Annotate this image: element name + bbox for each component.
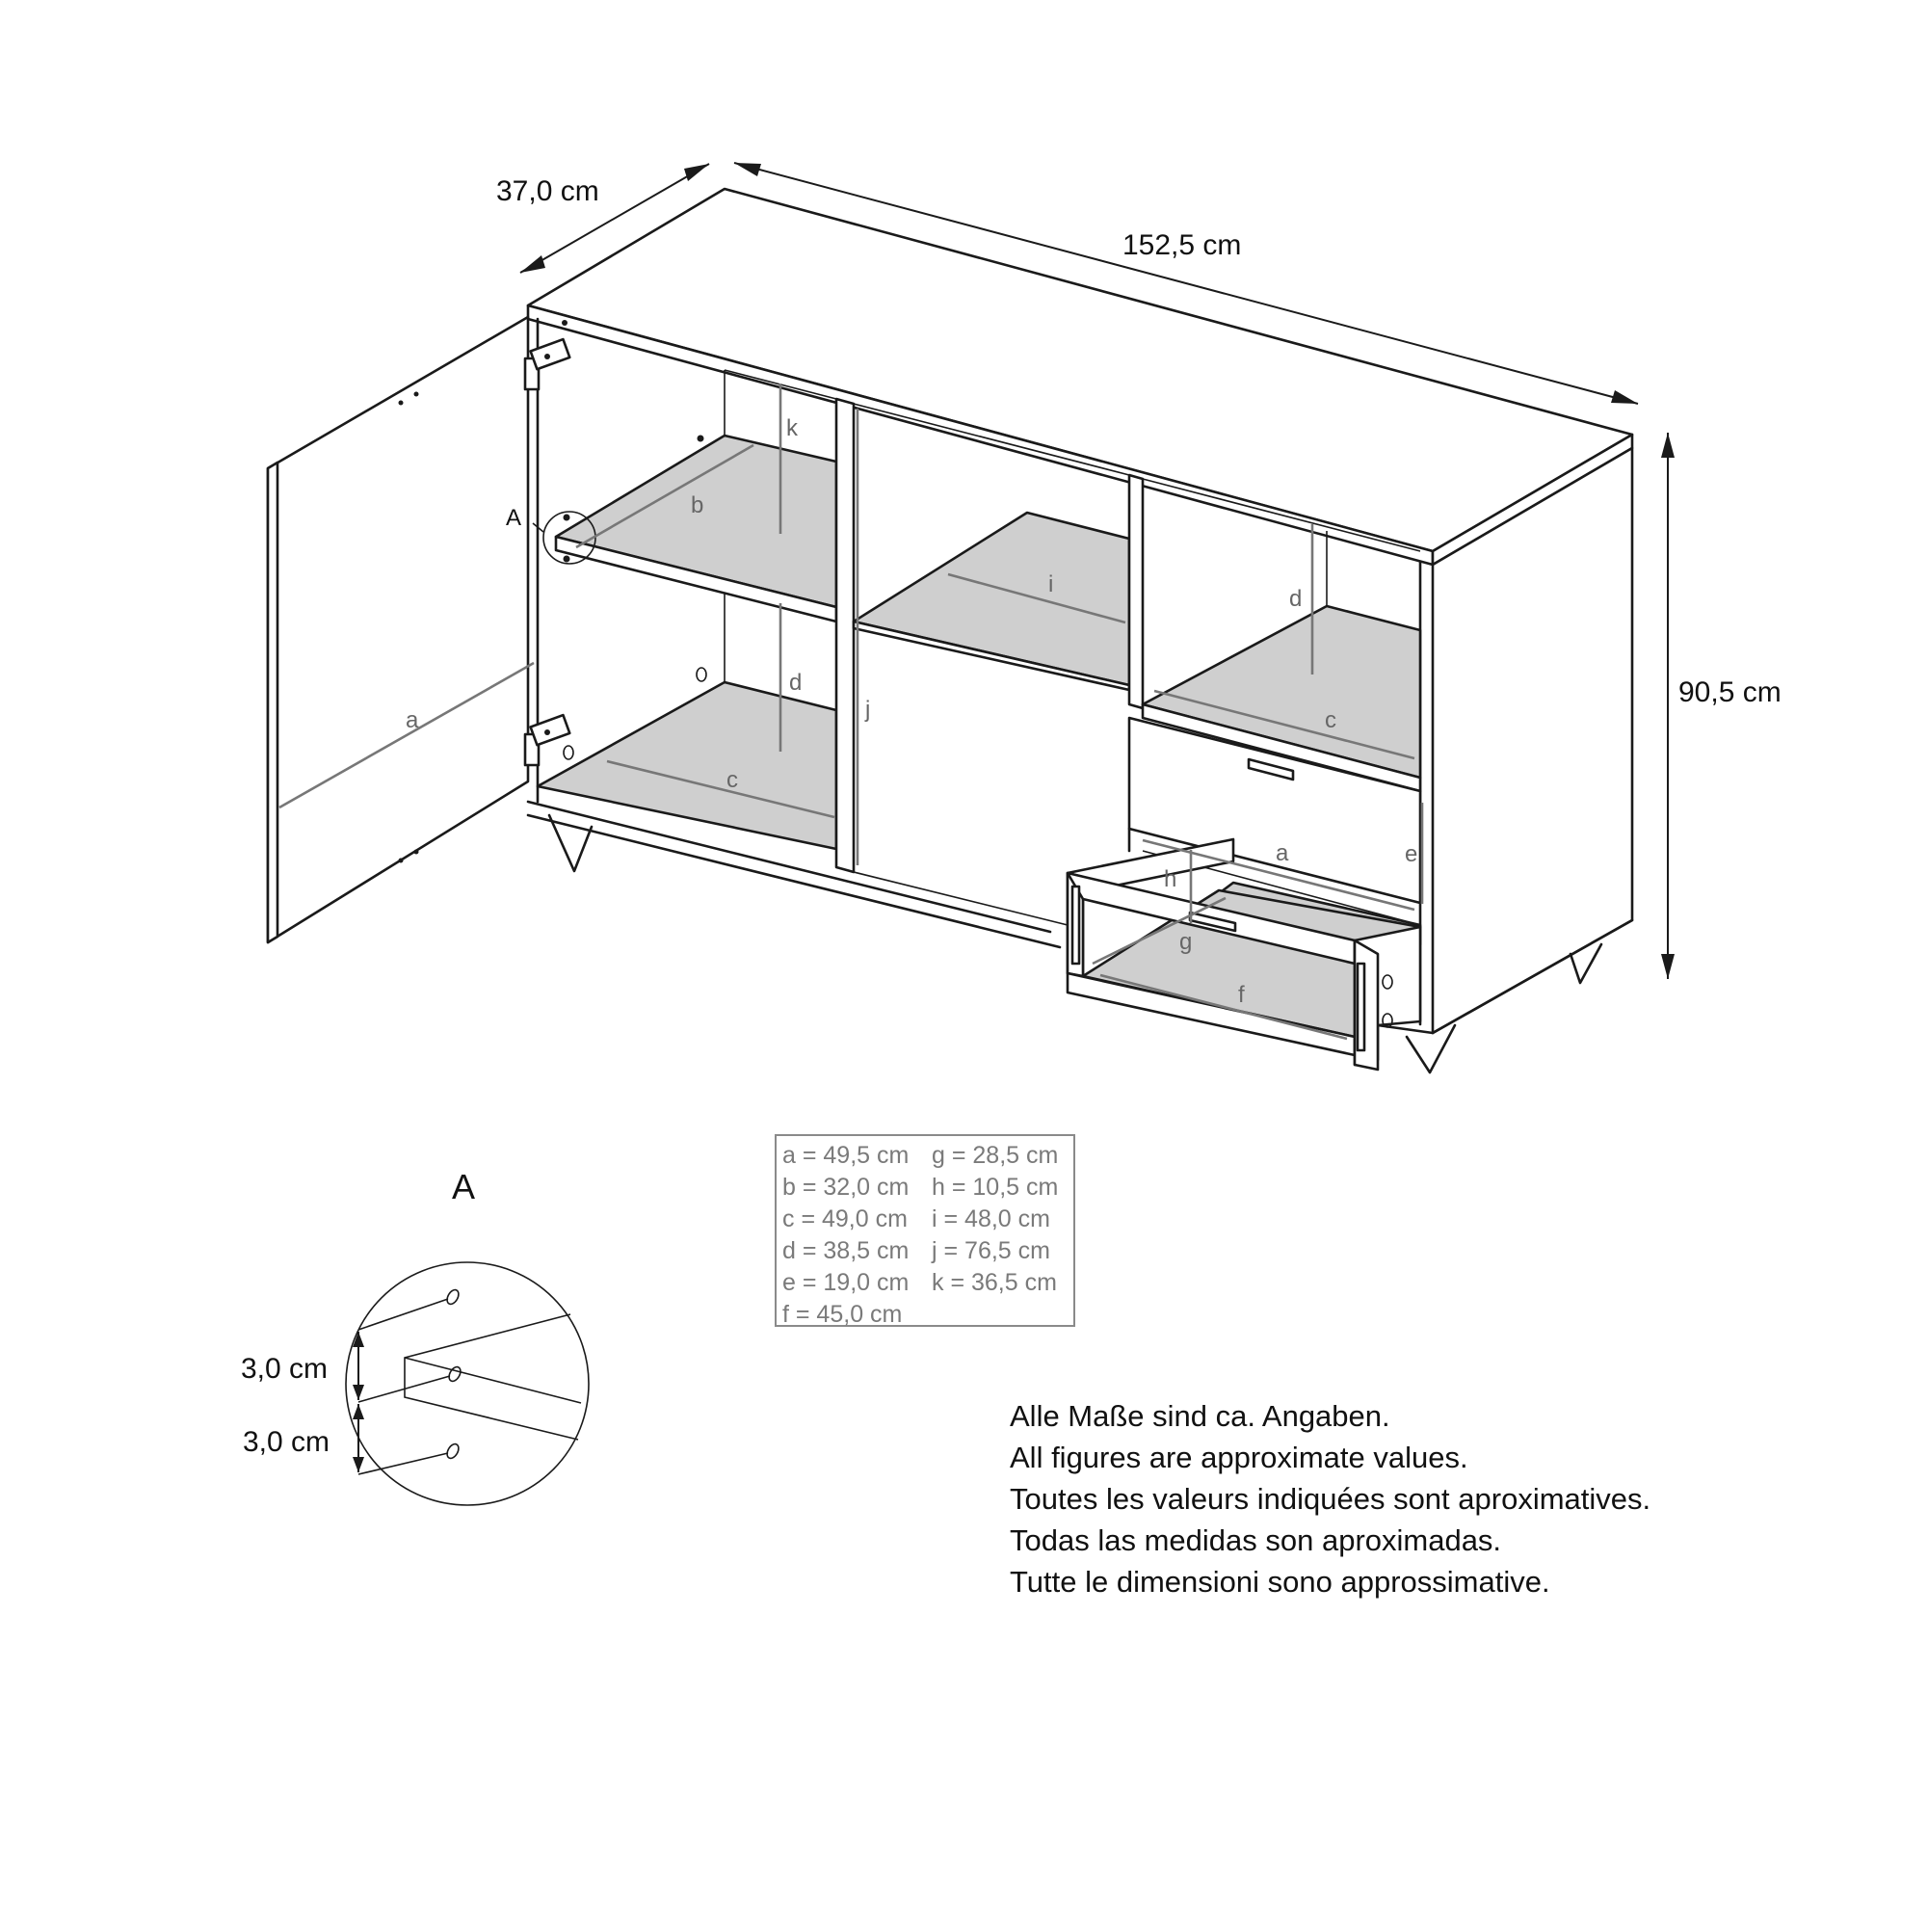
label-c-right: c	[1325, 707, 1336, 733]
label-f: f	[1238, 982, 1245, 1008]
legend-entry: i = 48,0 cm	[932, 1205, 1050, 1232]
legend-entry: g = 28,5 cm	[932, 1142, 1059, 1169]
label-i: i	[1048, 571, 1054, 597]
note-it: Tutte le dimensioni sono approssimative.	[1010, 1565, 1550, 1599]
legend-entry	[932, 1299, 1076, 1331]
legend-entry: e = 19,0 cm	[782, 1269, 910, 1296]
legend-entry: j = 76,5 cm	[932, 1237, 1050, 1264]
leg-left	[549, 815, 592, 871]
drawer-runner-left	[1072, 887, 1079, 964]
detail-spacing-bottom: 3,0 cm	[243, 1426, 330, 1458]
dimension-legend	[775, 1134, 1075, 1327]
label-d-left: d	[789, 670, 803, 696]
height-dimension: 90,5 cm	[1678, 676, 1782, 708]
label-a-door: a	[406, 707, 419, 733]
label-g: g	[1179, 929, 1193, 955]
legend-entry: h = 10,5 cm	[932, 1174, 1059, 1201]
legend-entry: d = 38,5 cm	[782, 1237, 910, 1264]
label-h: h	[1164, 866, 1177, 892]
label-d-right: d	[1289, 586, 1303, 612]
label-k: k	[786, 415, 798, 441]
open-left-door	[268, 317, 706, 942]
label-a-drawer: a	[1276, 840, 1289, 866]
note-en: All figures are approximate values.	[1010, 1441, 1468, 1474]
door-panel	[268, 317, 528, 942]
detail-spacing-top: 3,0 cm	[241, 1353, 329, 1385]
depth-dimension: 37,0 cm	[496, 175, 599, 207]
right-divider	[1129, 475, 1143, 708]
note-fr: Toutes les valeurs indiquées sont aproximatives.	[1010, 1482, 1651, 1516]
left-bottom-shelf	[538, 682, 836, 849]
hinge-top-icon	[525, 339, 569, 389]
label-c-left: c	[726, 767, 738, 793]
detail-a-view	[241, 1167, 589, 1505]
label-b: b	[691, 492, 704, 518]
drawer-runner-right	[1358, 964, 1364, 1050]
height-dimension-arrow	[1661, 433, 1675, 979]
legend-entry: a = 49,5 cm	[782, 1142, 910, 1169]
legend-entry: f = 45,0 cm	[782, 1301, 903, 1328]
note-de: Alle Maße sind ca. Angaben.	[1010, 1399, 1390, 1433]
note-es: Todas las medidas son aproximadas.	[1010, 1523, 1502, 1557]
middle-divider	[836, 399, 854, 872]
approximation-notes	[1010, 1395, 1877, 1602]
width-dimension: 152,5 cm	[1122, 229, 1242, 261]
legend-entry: b = 32,0 cm	[782, 1174, 910, 1201]
legend-entry: c = 49,0 cm	[782, 1205, 908, 1232]
detail-marker-label: A	[506, 505, 522, 531]
detail-title: A	[452, 1167, 476, 1206]
label-j: j	[865, 697, 871, 723]
legend-entry: k = 36,5 cm	[932, 1269, 1057, 1296]
label-e: e	[1405, 841, 1418, 867]
hinge-bottom-icon	[525, 715, 569, 765]
